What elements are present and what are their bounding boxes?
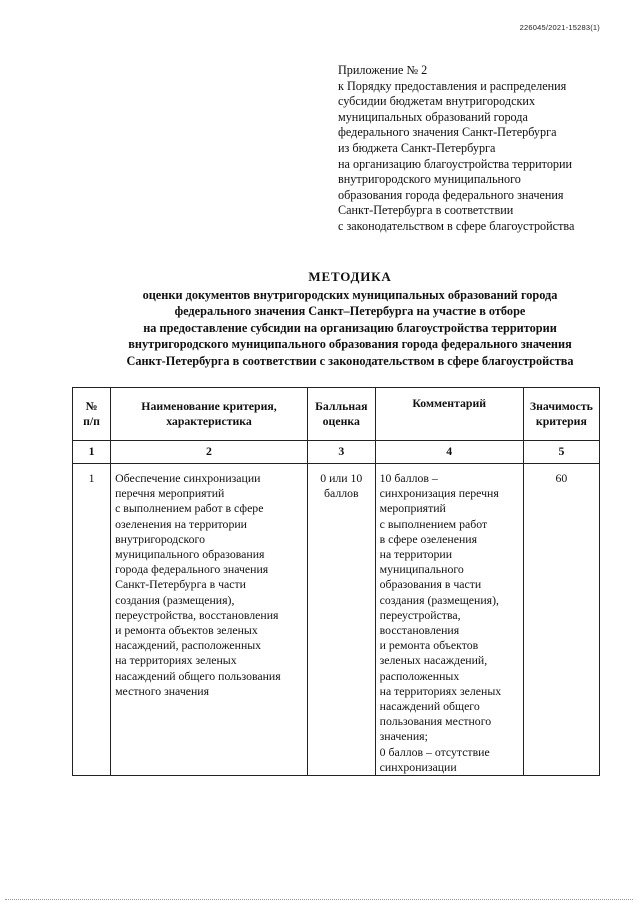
table-header-row — [73, 388, 600, 441]
criterion-cell: Обеспечение синхронизации перечня мероприятий с выполнением работ в сфере озеленения на территории внутригородского муниципального образования города федерального значения Санкт-Петербурга в части создания (размещения), переустройства, восстановления и ремонта объектов зеленых насаждений, расположенных на территориях зеленых насаждений общего пользования местного значения — [111, 464, 308, 776]
column-number: 5 — [523, 441, 599, 464]
column-number: 4 — [375, 441, 523, 464]
score-cell: 0 или 10 баллов — [307, 464, 375, 776]
appendix-line: федерального значения Санкт-Петербурга — [338, 125, 557, 140]
header-score: Балльная оценка — [307, 388, 375, 441]
title-line: федерального значения Санкт–Петербурга на участие в отборе — [174, 304, 526, 319]
column-number: 3 — [307, 441, 375, 464]
page-bottom-border — [5, 899, 633, 900]
appendix-line: муниципальных образований города — [338, 109, 528, 124]
appendix-line: к Порядку предоставления и распределения — [338, 78, 567, 93]
header-criterion: Наименование критерия, характеристика — [111, 388, 308, 441]
comment-cell: 10 баллов – синхронизация перечня мероприятий с выполнением работ в сфере озеленения на территории муниципального образования в части создания (размещения), переустройства, восстановления и ремонта объектов зеленых насаждений, расположенных на территориях зеленых насаждений общего пользования местного значения; 0 баллов – отсутствие синхронизации — [375, 464, 523, 776]
header-weight: Значимость критерия — [523, 388, 599, 441]
column-number: 1 — [73, 441, 111, 464]
appendix-line: субсидии бюджетам внутригородских — [338, 94, 536, 109]
title-line: на предоставление субсидии на организацию благоустройства территории — [143, 320, 557, 335]
header-number: № п/п — [73, 388, 111, 441]
criteria-table — [72, 387, 600, 776]
weight-cell: 60 — [523, 464, 599, 776]
appendix-header — [338, 63, 638, 235]
document-title — [60, 269, 640, 370]
column-number: 2 — [111, 441, 308, 464]
title-main: МЕТОДИКА — [308, 269, 392, 284]
title-line: внутригородского муниципального образования города федерального значения — [128, 337, 572, 352]
appendix-line: внутригородского муниципального — [338, 172, 521, 187]
table-row — [73, 464, 600, 776]
appendix-line: из бюджета Санкт-Петербурга — [338, 140, 496, 155]
appendix-line: образования города федерального значения — [338, 187, 564, 202]
appendix-line: Санкт-Петербурга в соответствии — [338, 203, 514, 218]
title-line: оценки документов внутригородских муниципальных образований города — [142, 287, 558, 302]
document-id: 226045/2021-15283(1) — [519, 23, 600, 32]
title-line: Санкт-Петербурга в соответствии с законодательством в сфере благоустройства — [126, 353, 574, 368]
column-number-row — [73, 441, 600, 464]
appendix-line: на организацию благоустройства территории — [338, 156, 573, 171]
appendix-line: с законодательством в сфере благоустройства — [338, 218, 575, 233]
appendix-line: Приложение № 2 — [338, 63, 428, 77]
header-comment: Комментарий — [375, 388, 523, 441]
row-number: 1 — [73, 464, 111, 776]
